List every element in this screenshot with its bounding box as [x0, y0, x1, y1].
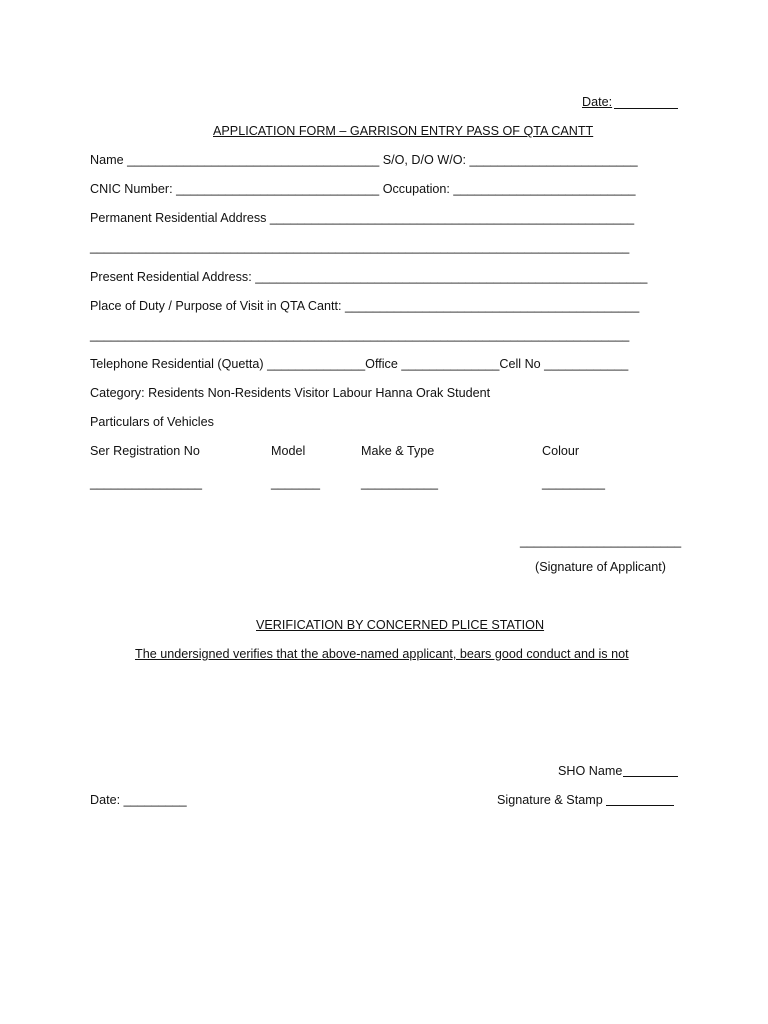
col-colour: Colour [542, 444, 580, 458]
present-address-line[interactable]: Present Residential Address: ________________________________________________________ [90, 270, 648, 284]
model-blank[interactable]: _______ [271, 476, 321, 490]
sho-name-label: SHO Name [558, 764, 623, 778]
signature-stamp-label: Signature & Stamp [497, 793, 603, 807]
permanent-address-line[interactable]: Permanent Residential Address ____________________________________________________ [90, 211, 635, 225]
applicant-signature-line[interactable]: _______________________ [520, 534, 682, 548]
duty-continuation-line[interactable]: _____________________________________________________________________________ [90, 328, 630, 342]
registration-blank[interactable]: ________________ [90, 476, 203, 490]
footer-date-line[interactable]: Date: _________ [90, 793, 187, 807]
colour-blank[interactable]: _________ [542, 476, 606, 490]
date-label: Date: [582, 95, 613, 109]
sho-name-field[interactable] [623, 776, 678, 777]
verification-heading: VERIFICATION BY CONCERNED PLICE STATION [256, 618, 545, 632]
col-make-type: Make & Type [361, 444, 435, 458]
vehicles-heading: Particulars of Vehicles [90, 415, 214, 429]
col-ser-registration: Ser Registration No [90, 444, 200, 458]
date-field[interactable] [614, 108, 678, 109]
category-line: Category: Residents Non-Residents Visitor Labour Hanna Orak Student [90, 386, 491, 400]
applicant-signature-label: (Signature of Applicant) [535, 560, 666, 574]
signature-stamp-field[interactable] [606, 805, 674, 806]
duty-purpose-line[interactable]: Place of Duty / Purpose of Visit in QTA Cantt: __________________________________________ [90, 299, 640, 313]
make-type-blank[interactable]: ___________ [361, 476, 439, 490]
form-title: APPLICATION FORM – GARRISON ENTRY PASS OF QTA CANTT [213, 124, 594, 138]
cnic-field-line[interactable]: CNIC Number: _____________________________ Occupation: __________________________ [90, 182, 636, 196]
col-model: Model [271, 444, 306, 458]
address-continuation-line[interactable]: _____________________________________________________________________________ [90, 240, 630, 254]
telephone-line[interactable]: Telephone Residential (Quetta) ______________Office ______________Cell No ____________ [90, 357, 629, 371]
verification-statement: The undersigned verifies that the above-named applicant, bears good conduct and is not [135, 647, 629, 661]
name-field-line[interactable]: Name ____________________________________ S/O, D/O W/O: ________________________ [90, 153, 638, 167]
